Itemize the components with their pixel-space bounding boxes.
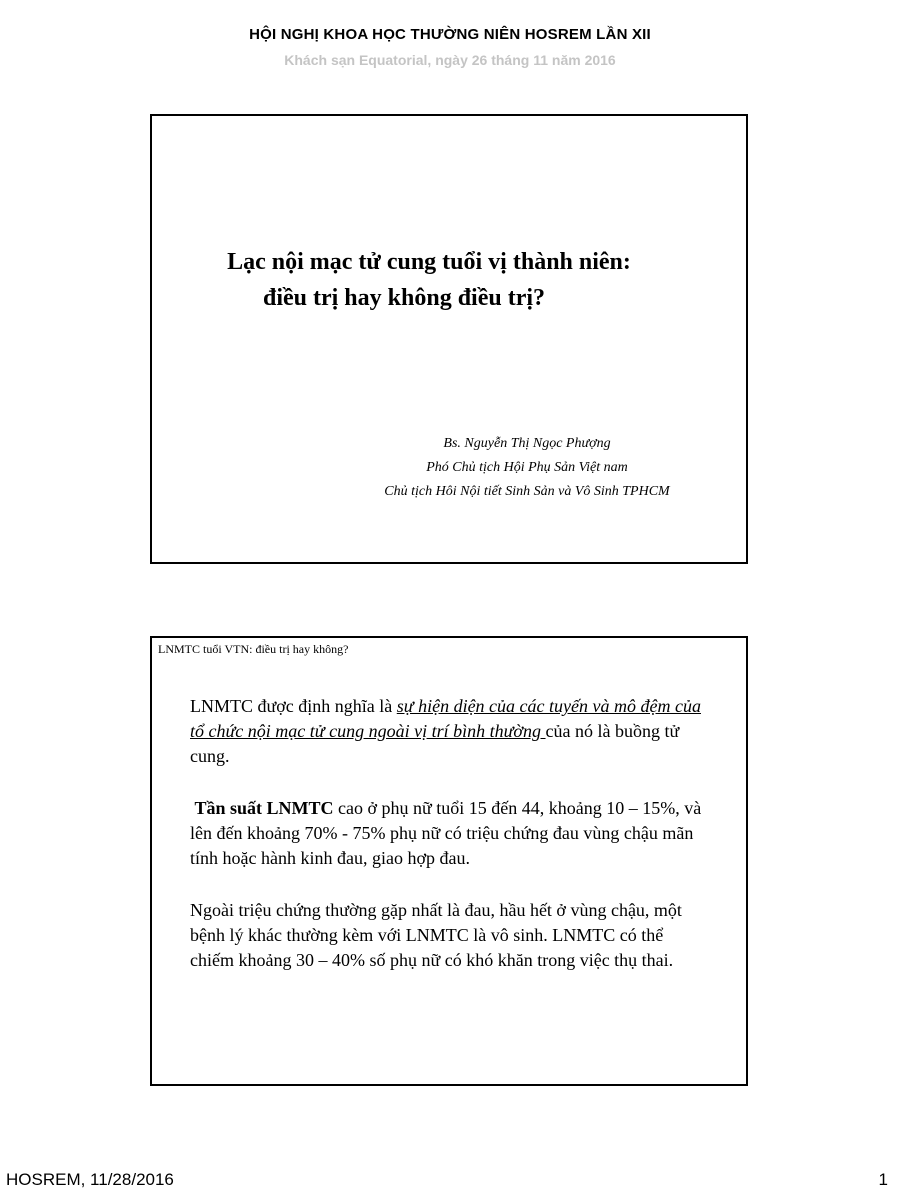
slide-2 (150, 636, 748, 1086)
frequency-paragraph (190, 796, 710, 871)
slide-1-title-line-2: điều trị hay không điều trị? (262, 285, 546, 311)
frequency-label: Tần suất LNMTC (194, 798, 334, 818)
frequency-text: cao ở phụ nữ tuổi 15 đến 44, khoảng 10 – 15%, và lên đến khoảng 70% - 75% phụ nữ có triệu chứng đau vùng chậu mãn tính hoặc hành kinh đau, giao hợp đau. (190, 798, 702, 868)
author-block (312, 432, 742, 504)
author-role-1: Phó Chủ tịch Hội Phụ Sản Việt nam (426, 460, 628, 475)
definition-underlined: sự hiện diện của các tuyến và mô đệm của tổ chức nội mạc tử cung ngoài vị trí bình thường (190, 696, 701, 741)
definition-prefix: LNMTC được định nghĩa là (190, 696, 397, 716)
slide-2-header: LNMTC tuổi VTN: điều trị hay không? (158, 642, 349, 656)
conference-title: HỘI NGHỊ KHOA HỌC THƯỜNG NIÊN HOSREM LẦN XII (249, 26, 651, 43)
page-number: 1 (878, 1170, 888, 1189)
slide-1-title (152, 244, 746, 316)
venue-date: Khách sạn Equatorial, ngày 26 tháng 11 năm 2016 (284, 52, 616, 68)
definition-paragraph (190, 694, 710, 769)
slide-2-body (190, 694, 710, 1000)
definition-suffix: của nó là buồng tử cung. (190, 721, 680, 766)
footer-date: HOSREM, 11/28/2016 (6, 1170, 174, 1189)
slide-1 (150, 114, 748, 564)
infertility-paragraph: Ngoài triệu chứng thường gặp nhất là đau, hầu hết ở vùng chậu, một bệnh lý khác thường kèm với LNMTC là vô sinh. LNMTC có thể chiếm khoảng 30 – 40% số phụ nữ có khó khăn trong việc thụ thai. (190, 900, 682, 970)
slide-1-title-line-1: Lạc nội mạc tử cung tuổi vị thành niên: (227, 249, 631, 275)
author-name: Bs. Nguyễn Thị Ngọc Phượng (443, 436, 611, 451)
author-role-2: Chủ tịch Hôi Nội tiết Sinh Sản và Vô Sinh TPHCM (384, 484, 670, 499)
